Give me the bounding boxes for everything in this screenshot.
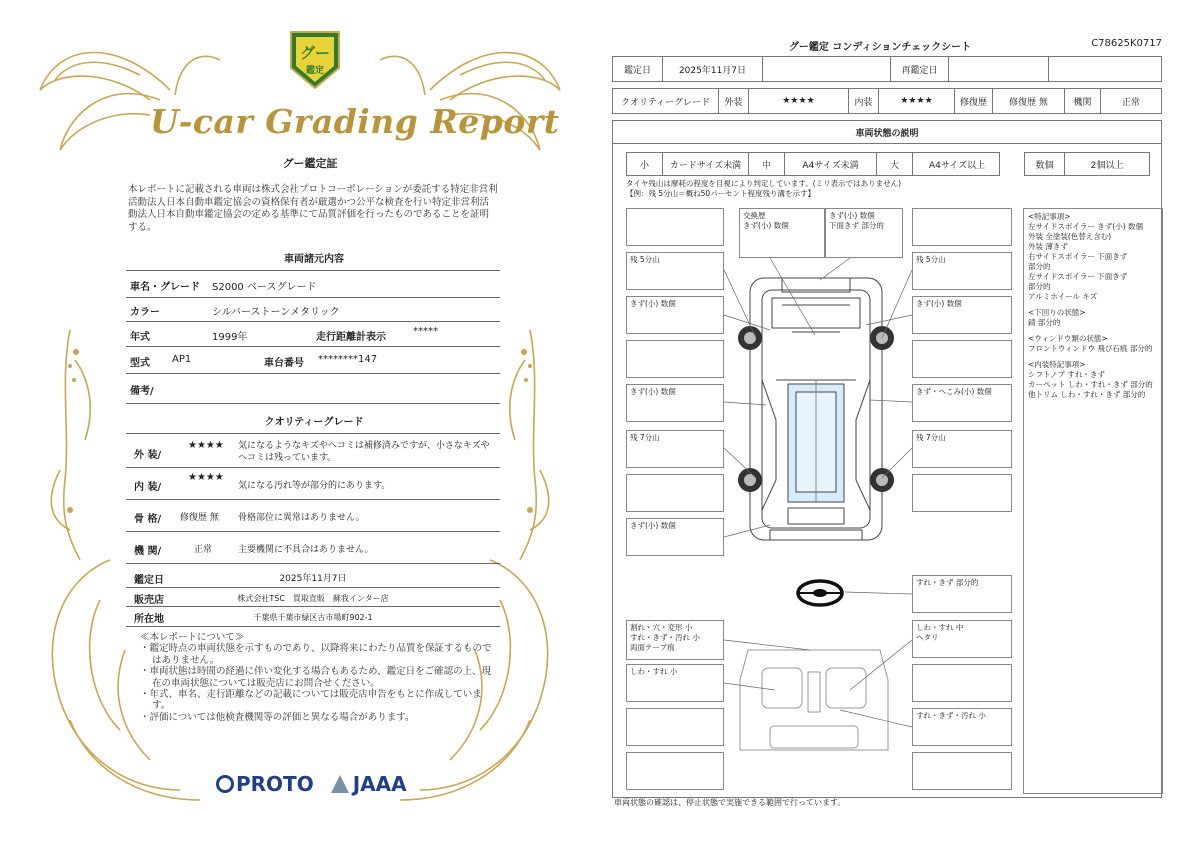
frame-status: 修復歴 無 — [180, 513, 219, 523]
callout-interior-right1: しわ・すれ 中 ヘタリ — [912, 620, 1012, 658]
special-note-line: シフトノブ すれ・きず — [1028, 370, 1105, 379]
color-label: カラー — [130, 307, 160, 318]
frame-text: 骨格部位に異常はありません。 — [238, 513, 365, 523]
inspection-date-value: 2025年11月7日 — [279, 574, 347, 584]
model-value: AP1 — [172, 354, 192, 365]
engine-status: 正常 — [194, 545, 213, 555]
car-exterior-outline — [750, 278, 882, 540]
callout-left-tire-rear: 残 7分山 — [626, 430, 724, 468]
exterior-label: 外 装/ — [134, 450, 162, 461]
special-note-line: 左サイドスポイラー 下面きず — [1028, 272, 1128, 281]
jaaa-logo-icon — [331, 775, 349, 793]
date-row — [612, 56, 1162, 82]
svg-text:グー: グー — [299, 44, 331, 62]
svg-text:鑑定: 鑑定 — [305, 66, 325, 76]
car-diagram — [710, 260, 910, 760]
callout-right-front: きず(小) 数個 — [912, 296, 1012, 334]
year-value: 1999年 — [212, 332, 248, 343]
special-notes — [1023, 208, 1163, 794]
frame-label: 骨 格/ — [134, 514, 162, 525]
count-label: 数個 — [1025, 153, 1065, 175]
note-item: ・評価については他検査機関等の評価と異なる場合があります。 — [140, 711, 415, 723]
engine-label: 機 関/ — [134, 546, 162, 557]
car-interior-outline — [740, 650, 888, 750]
size-small: 小 — [627, 153, 663, 175]
special-note-line: フロントウィンドウ 飛び石痕 部分的 — [1028, 344, 1153, 353]
report-notes — [140, 632, 500, 723]
callout-right-mid: きず・へこみ(小) 数個 — [912, 384, 1012, 422]
repair-label: 修復歴 — [955, 89, 993, 113]
sheet-footer: 車両状態の確認は、停止状態で実施できる範囲で行っています。 — [614, 798, 846, 807]
spec-heading: 車両諸元内容 — [284, 254, 344, 265]
special-note-line: 右サイドスポイラー 下面きず — [1028, 252, 1128, 261]
mileage-value: ***** — [413, 326, 438, 337]
special-note-line: <内装特記事項> — [1028, 360, 1086, 369]
callout-left-rear: きず(小) 数個 — [626, 518, 724, 556]
date-label: 鑑定日 — [613, 57, 663, 81]
ext-value: ★★★★ — [749, 89, 849, 113]
count-legend — [1024, 152, 1150, 176]
year-label: 年式 — [130, 332, 150, 343]
special-note-line: <下回りの状態> — [1028, 308, 1086, 317]
grade-label: クオリティーグレード — [613, 89, 719, 113]
special-note-line: 他トリム しわ・すれ・きず 部分的 — [1028, 390, 1146, 399]
condition-check-sheet — [600, 0, 1200, 848]
tire-note-line: タイヤ残山は摩耗の程度を目視により判定しています。(ミリ表示ではありません) — [626, 179, 902, 188]
quality-heading: クオリティーグレード — [264, 417, 364, 428]
callout-left-front: きず(小) 数個 — [626, 296, 724, 334]
count-desc: 2個以上 — [1090, 160, 1124, 171]
proto-logo-icon — [216, 775, 234, 793]
document-id: C78625K0717 — [1091, 38, 1162, 49]
special-note-line: カーペット しわ・すれ・きず 部分的 — [1028, 380, 1153, 389]
interior-stars: ★★★★ — [188, 472, 224, 483]
grade-row — [612, 88, 1162, 114]
tire-note-example: 【例：残 5分山＝概ね50パーセント程度残り溝を示す】 — [626, 189, 816, 198]
chassis-label: 車台番号 — [264, 358, 304, 369]
jaaa-logo: JAAA — [352, 772, 407, 796]
callout-interior-left1: 割れ・穴・変形 小 すれ・きず・汚れ 小 両面テープ痕 — [626, 620, 724, 660]
condition-heading: 車両状態の説明 — [612, 120, 1162, 144]
remarks-label: 備考/ — [130, 386, 154, 397]
goo-badge-logo — [285, 28, 345, 92]
note-item: ・年式、車名、走行距離などの記載については販売店申告をもとに作成しています。 — [140, 689, 482, 712]
size-small-desc: カードサイズ未満 — [663, 153, 749, 175]
date-value: 2025年11月7日 — [663, 57, 763, 81]
repair-value: 修復歴 無 — [993, 89, 1065, 113]
chassis-value: ********147 — [318, 354, 378, 365]
size-large-desc: A4サイズ以上 — [928, 160, 986, 171]
engine-text: 主要機関に不具合はありません。 — [238, 545, 374, 555]
size-mid-desc: A4サイズ未満 — [785, 153, 877, 175]
dealer-label: 販売店 — [134, 595, 164, 606]
ext-label: 外装 — [719, 89, 749, 113]
special-note-line: 左サイドスポイラー きず(小) 数個 — [1028, 222, 1144, 231]
dealer-value: 株式会社TSC 買取直販 蘇我インター店 — [237, 594, 389, 603]
notes-heading: ≪本レポートについて≫ — [140, 632, 245, 643]
color-value: シルバーストーンメタリック — [212, 307, 340, 318]
sheet-title: グー鑑定 コンディションチェックシート — [788, 42, 972, 53]
callout-right-tire-front: 残 5分山 — [912, 252, 1012, 290]
special-note-line: 錆 部分的 — [1028, 318, 1061, 327]
car-name-value: S2000 ベースグレード — [212, 282, 317, 293]
steering-wheel-icon — [798, 581, 842, 605]
int-label: 内装 — [849, 89, 879, 113]
int-value: ★★★★ — [879, 89, 955, 113]
address-label: 所在地 — [134, 614, 164, 625]
callout-steering: すれ・きず 部分的 — [912, 575, 1012, 613]
special-note-line: 部分的 — [1028, 262, 1051, 271]
report-title: U-car Grading Report — [150, 102, 560, 141]
special-note-line: アルミホイール キズ — [1028, 292, 1098, 301]
callout-right-tire-rear: 残 7分山 — [912, 430, 1012, 468]
special-note-line: 外装 全塗装(色替え含む) — [1028, 232, 1112, 241]
certificate-title: グー鑑定証 — [282, 157, 338, 170]
callout-left-tire-front: 残 5分山 — [626, 252, 724, 290]
exterior-text: 気になるようなキズやヘコミは補修済みですが、小さなキズやヘコミは残っています。 — [238, 441, 490, 463]
engine-label: 機関 — [1065, 89, 1101, 113]
size-large: 大 — [877, 153, 913, 175]
proto-logo: PROTO — [236, 772, 314, 796]
callout-left-mid: きず(小) 数個 — [626, 384, 724, 422]
callout-interior-right3: すれ・きず・汚れ 小 — [912, 708, 1012, 746]
interior-text: 気になる汚れ等が部分的にあります。 — [238, 481, 391, 491]
special-note-line: <特記事項> — [1028, 212, 1071, 221]
special-note-line: <ウィンドウ類の状態> — [1028, 334, 1108, 343]
size-legend — [626, 152, 1000, 176]
note-item: ・鑑定時点の車両状態を示すものであり、以降将来にわたり品質を保証するものではありません。 — [140, 643, 492, 666]
special-note-line: 部分的 — [1028, 282, 1051, 291]
exterior-stars: ★★★★ — [188, 440, 224, 451]
reinspect-label: 再鑑定日 — [891, 57, 949, 81]
special-note-line: 外装 薄きず — [1028, 242, 1068, 251]
interior-label: 内 装/ — [134, 482, 162, 493]
note-item: ・車両状態は時間の経過に伴い変化する場合もあるため、鑑定日をご確認の上、現在の車両状態については販売店にお問合せください。 — [140, 666, 492, 689]
model-label: 型式 — [130, 358, 150, 369]
mileage-label: 走行距離計表示 — [316, 332, 386, 343]
callout-top1: 交換歴 きず(小) 数個 — [739, 208, 825, 258]
callout-interior-left2: しわ・すれ 小 — [626, 664, 724, 702]
engine-value: 正常 — [1121, 97, 1140, 108]
address-value: 千葉県千葉市緑区古市場町902-1 — [253, 613, 373, 622]
tire-note — [626, 179, 901, 199]
footer-logos — [216, 772, 407, 796]
car-name-label: 車名・グレード — [130, 282, 200, 293]
inspection-date-label: 鑑定日 — [134, 575, 164, 586]
callout-top2: きず(小) 数個 下面きず 部分的 — [825, 208, 903, 258]
size-mid: 中 — [749, 153, 785, 175]
certificate-statement: 本レポートに記載される車両は株式会社プロトコーポレーションが委託する特定非営利活動法人日本自動車鑑定協会の資格保有者が厳選かつ公平な検査を行い特定非営利活動法人日本自動車鑑定協会の定める基準にて品質評価を行ったものであることを証明する。 — [128, 184, 498, 233]
